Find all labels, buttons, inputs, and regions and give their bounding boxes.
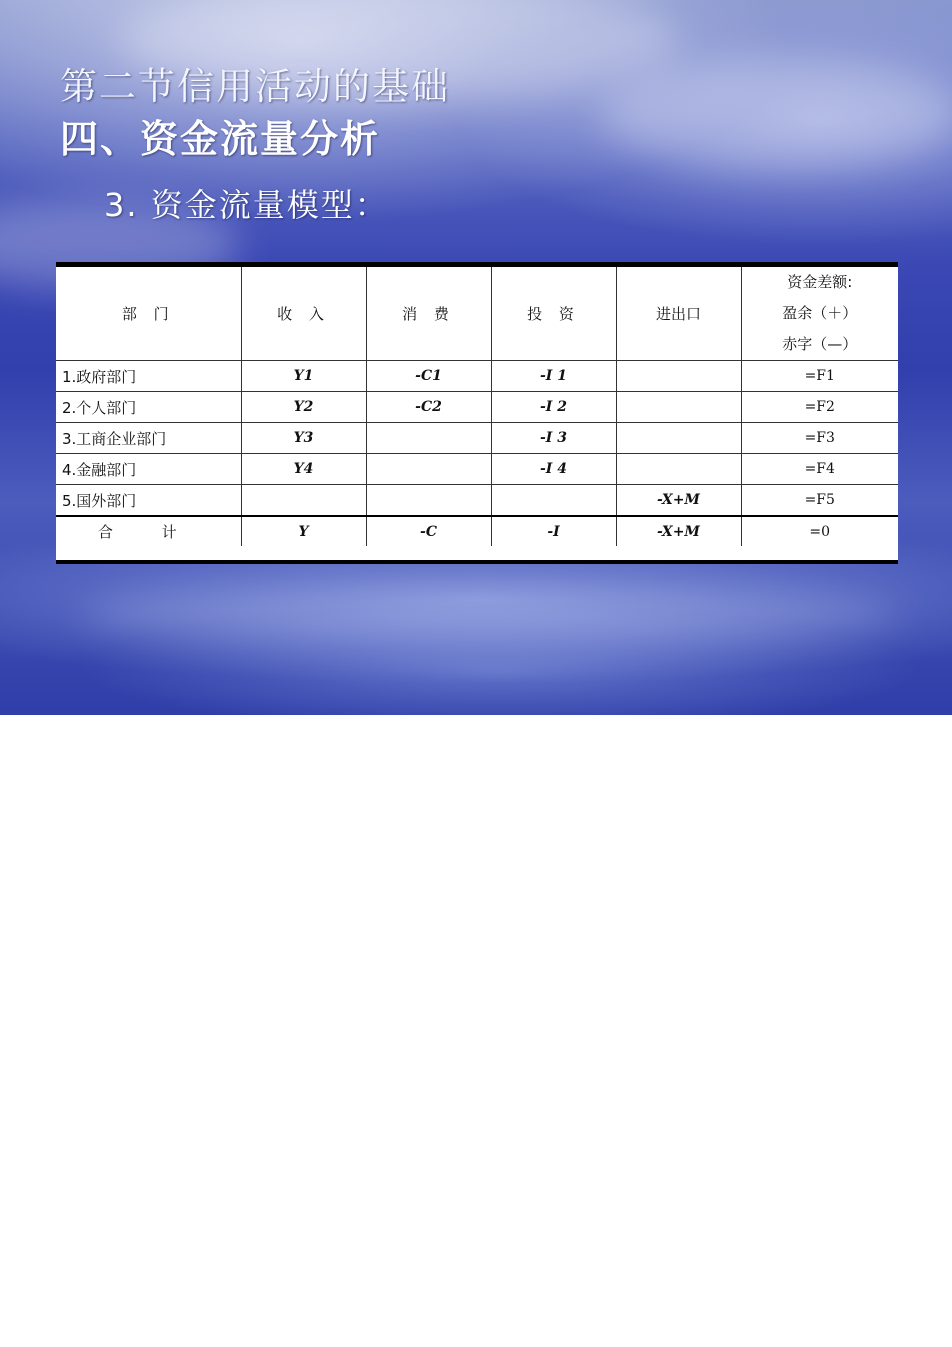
cell-total-trade: -X+M bbox=[616, 516, 741, 546]
cell-trade bbox=[616, 392, 741, 423]
cell-income: Y1 bbox=[241, 361, 366, 392]
header-trade: 进出口 bbox=[616, 267, 741, 361]
cell-consumption bbox=[366, 454, 491, 485]
cell-consumption: -C1 bbox=[366, 361, 491, 392]
cell-investment: -I 1 bbox=[491, 361, 616, 392]
cell-total-balance: =0 bbox=[741, 516, 898, 546]
cell-investment: -I 4 bbox=[491, 454, 616, 485]
slide-subheading: 3. 资金流量模型： bbox=[104, 186, 389, 224]
slide-heading: 四、资金流量分析 bbox=[60, 117, 381, 161]
cell-income bbox=[241, 485, 366, 517]
cell-investment bbox=[491, 485, 616, 517]
cell-total-investment: -I bbox=[491, 516, 616, 546]
table-row bbox=[56, 485, 898, 517]
cell-balance: =F4 bbox=[741, 454, 898, 485]
cell-trade bbox=[616, 454, 741, 485]
table-row bbox=[56, 454, 898, 485]
cell-trade: -X+M bbox=[616, 485, 741, 517]
cell-dept: 2.个人部门 bbox=[56, 392, 241, 423]
cell-balance: =F5 bbox=[741, 485, 898, 517]
cell-trade bbox=[616, 423, 741, 454]
header-balance-line2: 盈余（＋） bbox=[782, 304, 858, 322]
cell-income: Y3 bbox=[241, 423, 366, 454]
cell-consumption: -C2 bbox=[366, 392, 491, 423]
cell-investment: -I 3 bbox=[491, 423, 616, 454]
cell-income: Y2 bbox=[241, 392, 366, 423]
header-balance bbox=[741, 267, 898, 361]
table-row bbox=[56, 423, 898, 454]
header-consumption: 消 费 bbox=[366, 267, 491, 361]
cloud-decoration bbox=[600, 60, 952, 170]
cell-income: Y4 bbox=[241, 454, 366, 485]
water-reflection bbox=[80, 590, 900, 640]
cell-total-consumption: -C bbox=[366, 516, 491, 546]
slide-title: 第二节信用活动的基础 bbox=[60, 65, 450, 108]
cell-trade bbox=[616, 361, 741, 392]
cell-dept: 4.金融部门 bbox=[56, 454, 241, 485]
cell-balance: =F2 bbox=[741, 392, 898, 423]
cell-dept: 3.工商企业部门 bbox=[56, 423, 241, 454]
header-balance-line1: 资金差额: bbox=[787, 273, 853, 291]
table-header-row bbox=[56, 267, 898, 361]
cell-total-income: Y bbox=[241, 516, 366, 546]
table-row bbox=[56, 392, 898, 423]
table-total-row bbox=[56, 516, 898, 546]
header-income: 收 入 bbox=[241, 267, 366, 361]
cell-dept: 5.国外部门 bbox=[56, 485, 241, 517]
cell-dept: 1.政府部门 bbox=[56, 361, 241, 392]
cell-total-label: 合 计 bbox=[56, 516, 241, 546]
cell-balance: =F1 bbox=[741, 361, 898, 392]
table-row bbox=[56, 361, 898, 392]
cell-consumption bbox=[366, 423, 491, 454]
fund-flow-table bbox=[56, 262, 898, 564]
header-balance-line3: 赤字（—） bbox=[782, 335, 858, 353]
header-investment: 投 资 bbox=[491, 267, 616, 361]
cell-investment: -I 2 bbox=[491, 392, 616, 423]
cell-balance: =F3 bbox=[741, 423, 898, 454]
cell-consumption bbox=[366, 485, 491, 517]
header-dept: 部 门 bbox=[56, 267, 241, 361]
